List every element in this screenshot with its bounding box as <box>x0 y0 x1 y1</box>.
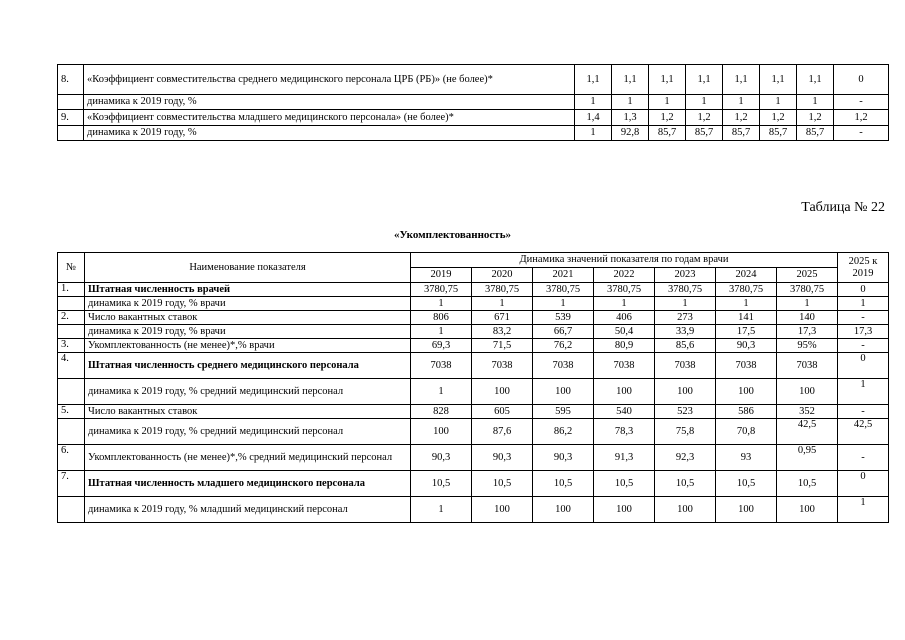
value-cell: 352 <box>777 405 838 419</box>
staffing-table-header <box>58 253 889 283</box>
total-cell: - <box>834 95 889 110</box>
value-cell: 71,5 <box>472 339 533 353</box>
value-cell: 100 <box>777 497 838 523</box>
value-cell: 523 <box>655 405 716 419</box>
value-cell: 83,2 <box>472 325 533 339</box>
value-cell: 406 <box>594 311 655 325</box>
table-row <box>58 126 889 141</box>
value-cell: 70,8 <box>716 419 777 445</box>
row-label: Штатная численность врачей <box>85 283 411 297</box>
row-number <box>58 95 84 110</box>
table-row <box>58 445 889 471</box>
value-cell: 7038 <box>655 353 716 379</box>
value-cell: 76,2 <box>533 339 594 353</box>
value-cell: 1,1 <box>723 65 760 95</box>
value-cell: 3780,75 <box>594 283 655 297</box>
row-number: 4. <box>58 353 85 379</box>
header-year: 2022 <box>594 268 655 283</box>
total-cell: - <box>838 311 889 325</box>
header-year: 2020 <box>472 268 533 283</box>
value-cell: 100 <box>472 379 533 405</box>
value-cell: 100 <box>594 379 655 405</box>
total-cell: 1,2 <box>834 110 889 126</box>
value-cell: 1 <box>612 95 649 110</box>
total-cell: 42,5 <box>838 419 889 445</box>
row-label: Число вакантных ставок <box>85 405 411 419</box>
value-cell: 100 <box>411 419 472 445</box>
value-cell: 100 <box>594 497 655 523</box>
row-number: 6. <box>58 445 85 471</box>
table-row <box>58 297 889 311</box>
value-cell: 1 <box>575 95 612 110</box>
value-cell: 1,1 <box>760 65 797 95</box>
table-row <box>58 65 889 95</box>
table-row <box>58 405 889 419</box>
value-cell: 100 <box>472 497 533 523</box>
value-cell: 85,7 <box>723 126 760 141</box>
value-cell: 91,3 <box>594 445 655 471</box>
staffing-table <box>57 252 889 523</box>
row-label: Число вакантных ставок <box>85 311 411 325</box>
value-cell: 1,1 <box>686 65 723 95</box>
row-label: динамика к 2019 году, % средний медицинский персонал <box>85 419 411 445</box>
value-cell: 1 <box>411 297 472 311</box>
value-cell: 140 <box>777 311 838 325</box>
row-label: Штатная численность среднего медицинского персонала <box>85 353 411 379</box>
value-cell: 75,8 <box>655 419 716 445</box>
value-cell: 7038 <box>716 353 777 379</box>
value-cell: 1 <box>797 95 834 110</box>
header-year: 2021 <box>533 268 594 283</box>
value-cell: 85,7 <box>760 126 797 141</box>
value-cell: 595 <box>533 405 594 419</box>
value-cell: 540 <box>594 405 655 419</box>
value-cell: 10,5 <box>594 471 655 497</box>
total-cell: 0 <box>838 471 889 497</box>
value-cell: 10,5 <box>411 471 472 497</box>
value-cell: 1,2 <box>723 110 760 126</box>
value-cell: 100 <box>533 379 594 405</box>
value-cell: 1,2 <box>760 110 797 126</box>
row-number <box>58 497 85 523</box>
value-cell: 273 <box>655 311 716 325</box>
value-cell: 1 <box>723 95 760 110</box>
row-number <box>58 379 85 405</box>
value-cell: 10,5 <box>472 471 533 497</box>
row-label: Укомплектованность (не менее)*,% средний медицинский персонал <box>85 445 411 471</box>
value-cell: 7038 <box>777 353 838 379</box>
value-cell: 100 <box>533 497 594 523</box>
row-number: 8. <box>58 65 84 95</box>
total-cell: 0 <box>834 65 889 95</box>
total-cell: - <box>838 445 889 471</box>
value-cell: 1 <box>649 95 686 110</box>
value-cell: 92,8 <box>612 126 649 141</box>
value-cell: 95% <box>777 339 838 353</box>
value-cell: 3780,75 <box>411 283 472 297</box>
value-cell: 141 <box>716 311 777 325</box>
value-cell: 17,3 <box>777 325 838 339</box>
total-cell: 0 <box>838 353 889 379</box>
row-number <box>58 325 85 339</box>
total-cell: 1 <box>838 297 889 311</box>
value-cell: 671 <box>472 311 533 325</box>
row-label: Укомплектованность (не менее)*,% врачи <box>85 339 411 353</box>
value-cell: 7038 <box>594 353 655 379</box>
table-title: «Укомплектованность» <box>393 229 512 241</box>
header-num: № <box>58 253 85 283</box>
row-number <box>58 297 85 311</box>
row-label: динамика к 2019 году, % средний медицинский персонал <box>85 379 411 405</box>
value-cell: 1 <box>472 297 533 311</box>
value-cell: 100 <box>716 497 777 523</box>
value-cell: 90,3 <box>472 445 533 471</box>
table-row <box>58 353 889 379</box>
value-cell: 1 <box>655 297 716 311</box>
table-row <box>58 110 889 126</box>
value-cell: 33,9 <box>655 325 716 339</box>
value-cell: 42,5 <box>777 419 838 445</box>
staffing-table-body <box>58 283 889 523</box>
row-number: 2. <box>58 311 85 325</box>
value-cell: 86,2 <box>533 419 594 445</box>
value-cell: 10,5 <box>655 471 716 497</box>
total-cell: - <box>838 405 889 419</box>
row-number: 9. <box>58 110 84 126</box>
value-cell: 90,3 <box>411 445 472 471</box>
value-cell: 7038 <box>411 353 472 379</box>
value-cell: 806 <box>411 311 472 325</box>
row-label: динамика к 2019 году, % <box>84 126 575 141</box>
value-cell: 1,4 <box>575 110 612 126</box>
value-cell: 7038 <box>533 353 594 379</box>
value-cell: 1 <box>533 297 594 311</box>
coefficient-table-body <box>58 65 889 141</box>
row-label: динамика к 2019 году, % <box>84 95 575 110</box>
row-number <box>58 126 84 141</box>
value-cell: 3780,75 <box>533 283 594 297</box>
total-cell: 1 <box>838 379 889 405</box>
table-row <box>58 311 889 325</box>
row-number <box>58 419 85 445</box>
value-cell: 1,1 <box>575 65 612 95</box>
value-cell: 7038 <box>472 353 533 379</box>
row-number: 1. <box>58 283 85 297</box>
value-cell: 1,2 <box>686 110 723 126</box>
row-label: динамика к 2019 году, % младший медицинский персонал <box>85 497 411 523</box>
table-row <box>58 95 889 110</box>
value-cell: 85,7 <box>797 126 834 141</box>
value-cell: 100 <box>655 379 716 405</box>
value-cell: 87,6 <box>472 419 533 445</box>
value-cell: 17,5 <box>716 325 777 339</box>
table-row <box>58 379 889 405</box>
value-cell: 10,5 <box>716 471 777 497</box>
value-cell: 66,7 <box>533 325 594 339</box>
value-cell: 1,1 <box>612 65 649 95</box>
value-cell: 100 <box>716 379 777 405</box>
value-cell: 1 <box>411 325 472 339</box>
row-number: 5. <box>58 405 85 419</box>
table-row <box>58 419 889 445</box>
value-cell: 100 <box>777 379 838 405</box>
value-cell: 1,1 <box>797 65 834 95</box>
value-cell: 3780,75 <box>472 283 533 297</box>
row-label: «Коэффициент совместительства среднего медицинского персонала ЦРБ (РБ)» (не более)* <box>84 65 575 95</box>
coefficient-table <box>57 64 889 141</box>
value-cell: 85,6 <box>655 339 716 353</box>
value-cell: 1 <box>760 95 797 110</box>
total-cell: 1 <box>838 497 889 523</box>
value-cell: 605 <box>472 405 533 419</box>
value-cell: 10,5 <box>777 471 838 497</box>
value-cell: 90,3 <box>533 445 594 471</box>
value-cell: 1 <box>716 297 777 311</box>
value-cell: 828 <box>411 405 472 419</box>
value-cell: 1 <box>777 297 838 311</box>
total-cell: 17,3 <box>838 325 889 339</box>
table-row <box>58 325 889 339</box>
total-cell: - <box>834 126 889 141</box>
value-cell: 50,4 <box>594 325 655 339</box>
value-cell: 93 <box>716 445 777 471</box>
value-cell: 69,3 <box>411 339 472 353</box>
value-cell: 3780,75 <box>716 283 777 297</box>
value-cell: 1,1 <box>649 65 686 95</box>
row-number: 3. <box>58 339 85 353</box>
header-total: 2025 к 2019 <box>838 253 889 283</box>
value-cell: 3780,75 <box>777 283 838 297</box>
row-label: «Коэффициент совместительства младшего медицинского персонала» (не более)* <box>84 110 575 126</box>
value-cell: 1 <box>686 95 723 110</box>
value-cell: 92,3 <box>655 445 716 471</box>
value-cell: 586 <box>716 405 777 419</box>
value-cell: 85,7 <box>649 126 686 141</box>
table-caption: Таблица № 22 <box>801 200 885 215</box>
row-label: Штатная численность младшего медицинского персонала <box>85 471 411 497</box>
value-cell: 90,3 <box>716 339 777 353</box>
table-row <box>58 283 889 297</box>
value-cell: 1 <box>411 497 472 523</box>
header-dynamics: Динамика значений показателя по годам врачи <box>411 253 838 268</box>
table-row <box>58 471 889 497</box>
value-cell: 1,2 <box>649 110 686 126</box>
header-name: Наименование показателя <box>85 253 411 283</box>
row-number: 7. <box>58 471 85 497</box>
header-year: 2025 <box>777 268 838 283</box>
value-cell: 1 <box>575 126 612 141</box>
value-cell: 1 <box>411 379 472 405</box>
header-year: 2024 <box>716 268 777 283</box>
value-cell: 1,3 <box>612 110 649 126</box>
value-cell: 80,9 <box>594 339 655 353</box>
row-label: динамика к 2019 году, % врачи <box>85 325 411 339</box>
table-row <box>58 497 889 523</box>
value-cell: 1 <box>594 297 655 311</box>
value-cell: 85,7 <box>686 126 723 141</box>
value-cell: 78,3 <box>594 419 655 445</box>
value-cell: 10,5 <box>533 471 594 497</box>
value-cell: 3780,75 <box>655 283 716 297</box>
value-cell: 100 <box>655 497 716 523</box>
value-cell: 0,95 <box>777 445 838 471</box>
table-row <box>58 339 889 353</box>
row-label: динамика к 2019 году, % врачи <box>85 297 411 311</box>
value-cell: 539 <box>533 311 594 325</box>
value-cell: 1,2 <box>797 110 834 126</box>
header-year: 2019 <box>411 268 472 283</box>
total-cell: 0 <box>838 283 889 297</box>
header-year: 2023 <box>655 268 716 283</box>
total-cell: - <box>838 339 889 353</box>
